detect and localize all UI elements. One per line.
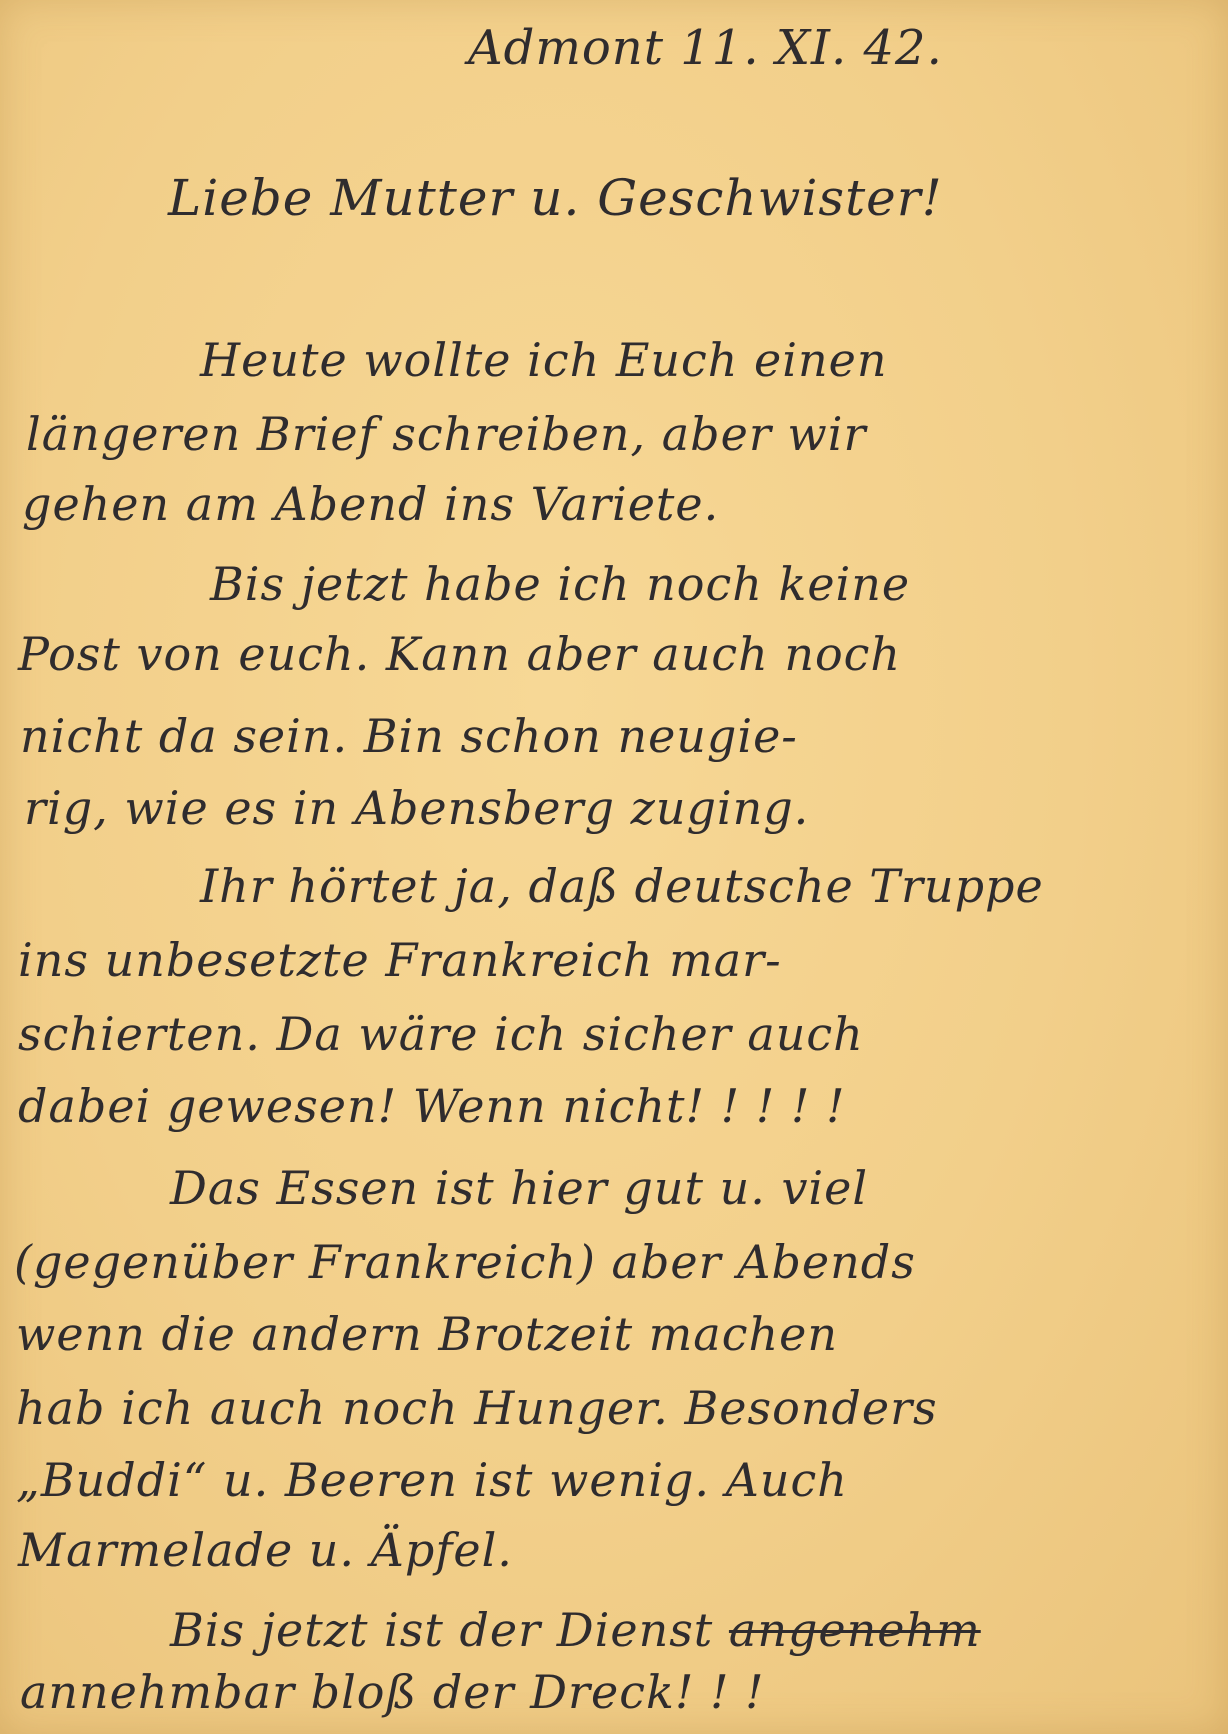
letter-line: (gegenüber Frankreich) aber Abends	[14, 1235, 916, 1289]
letter-line: Post von euch. Kann aber auch noch	[18, 627, 902, 681]
letter-line: Das Essen ist hier gut u. viel	[170, 1161, 869, 1215]
letter-line-text: Bis jetzt ist der Dienst	[170, 1603, 729, 1657]
letter-line: Ihr hörtet ja, daß deutsche Truppe	[200, 859, 1044, 913]
letter-greeting: Liebe Mutter u. Geschwister!	[168, 169, 943, 227]
letter-line: annehmbar bloß der Dreck! ! !	[20, 1665, 765, 1719]
letter-line: gehen am Abend ins Variete.	[22, 477, 720, 531]
letter-line: dabei gewesen! Wenn nicht! ! ! ! !	[18, 1079, 846, 1133]
letter-line	[170, 1600, 981, 1660]
letter-line: Heute wollte ich Euch einen	[200, 333, 888, 387]
letter-line: Marmelade u. Äpfel.	[18, 1523, 513, 1577]
struck-word: angenehm	[728, 1603, 981, 1657]
letter-line: längeren Brief schreiben, aber wir	[26, 407, 867, 461]
letter-line: nicht da sein. Bin schon neugie-	[20, 709, 798, 763]
letter-line: schierten. Da wäre ich sicher auch	[18, 1007, 864, 1061]
letter-line: ins unbesetzte Frankreich mar-	[18, 933, 782, 987]
letter-line: Bis jetzt habe ich noch keine	[210, 557, 911, 611]
letter-date: Admont 11. XI. 42.	[468, 20, 943, 76]
letter-line: hab ich auch noch Hunger. Besonders	[16, 1381, 938, 1435]
letter-line: wenn die andern Brotzeit machen	[16, 1307, 838, 1361]
letter-line: „Buddi“ u. Beeren ist wenig. Auch	[16, 1453, 848, 1507]
letter-line: rig, wie es in Abensberg zuging.	[24, 781, 810, 835]
